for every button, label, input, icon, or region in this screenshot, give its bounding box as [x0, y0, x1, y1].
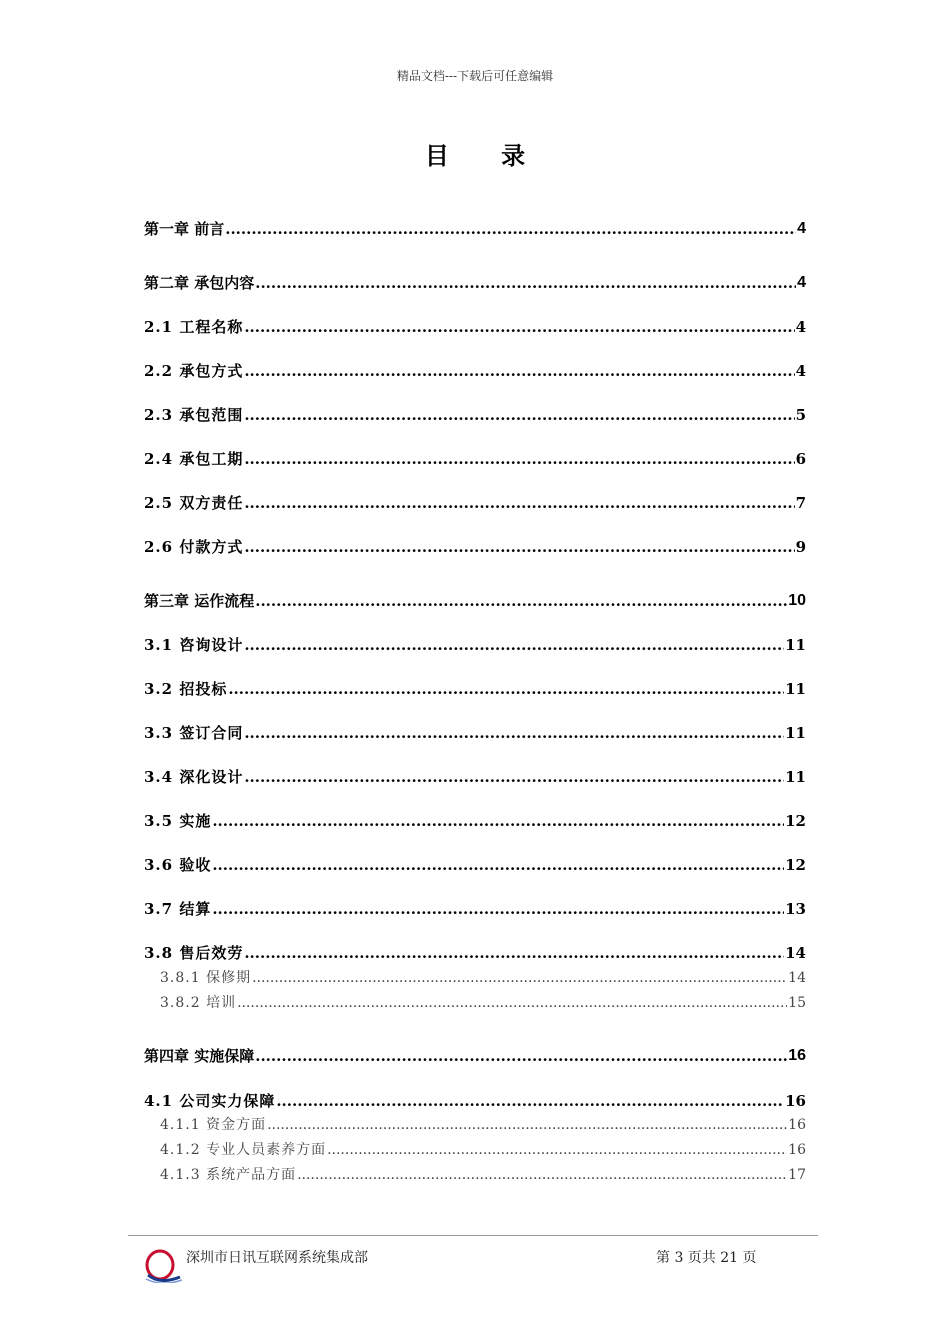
- toc-entry-label: 3.1 咨询设计: [144, 636, 244, 654]
- footer-page-number: 第 3 页共 21 页: [656, 1250, 757, 1266]
- toc-entry-2-4[interactable]: [144, 449, 806, 469]
- toc-entry-3-1[interactable]: [144, 635, 806, 655]
- toc-leader-dots: [244, 943, 784, 963]
- toc-entry-page: 13: [785, 900, 806, 918]
- toc-entry-label: 3.7 结算: [144, 900, 212, 918]
- toc-leader-dots: [244, 493, 794, 513]
- toc-leader-dots: [297, 1165, 787, 1185]
- toc-entry-label: 3.4 深化设计: [144, 768, 244, 786]
- toc-entry-2-5[interactable]: [144, 493, 806, 513]
- toc-leader-dots: [212, 899, 784, 919]
- toc-entry-label: 3.2 招投标: [144, 680, 228, 698]
- toc-entry-label: 第二章 承包内容: [144, 274, 255, 292]
- toc-entry-page: 7: [795, 494, 806, 512]
- toc-entry-label: 2.3 承包范围: [144, 406, 244, 424]
- toc-entry-3-8-1[interactable]: [160, 968, 806, 988]
- toc-entry-page: 16: [788, 1142, 806, 1158]
- toc-entry-chapter-1[interactable]: [144, 219, 806, 239]
- toc-entry-chapter-3[interactable]: [144, 591, 806, 611]
- toc-entry-4-1-1[interactable]: [160, 1115, 806, 1135]
- toc-entry-page: 14: [788, 970, 806, 986]
- toc-entry-label: 2.5 双方责任: [144, 494, 244, 512]
- toc-leader-dots: [244, 723, 784, 743]
- toc-entry-label: 第三章 运作流程: [144, 592, 255, 610]
- toc-leader-dots: [212, 811, 784, 831]
- toc-entry-label: 4.1.3 系统产品方面: [160, 1167, 297, 1183]
- toc-leader-dots: [255, 273, 796, 293]
- toc-entry-chapter-2[interactable]: [144, 273, 806, 293]
- toc-leader-dots: [255, 1046, 787, 1066]
- toc-leader-dots: [244, 449, 794, 469]
- toc-entry-3-6[interactable]: [144, 855, 806, 875]
- toc-entry-label: 3.8.1 保修期: [160, 970, 252, 986]
- toc-entry-label: 2.4 承包工期: [144, 450, 244, 468]
- toc-entry-label: 4.1 公司实力保障: [144, 1092, 276, 1110]
- company-logo: [140, 1245, 184, 1283]
- header-note: 精品文档---下载后可任意编辑: [396, 69, 554, 83]
- toc-entry-page: 11: [785, 680, 806, 698]
- toc-entry-4-1-2[interactable]: [160, 1140, 806, 1160]
- toc-leader-dots: [244, 317, 794, 337]
- toc-entry-page: 4: [795, 362, 806, 380]
- toc-entry-label: 4.1.2 专业人员素养方面: [160, 1142, 327, 1158]
- toc-entry-page: 6: [795, 450, 806, 468]
- toc-entry-label: 第四章 实施保障: [144, 1047, 255, 1065]
- toc-entry-page: 10: [788, 592, 806, 609]
- toc-entry-label: 2.2 承包方式: [144, 362, 244, 380]
- toc-entry-2-2[interactable]: [144, 361, 806, 381]
- toc-entry-page: 12: [785, 856, 806, 874]
- toc-leader-dots: [244, 405, 794, 425]
- toc-entry-label: 3.3 签订合同: [144, 724, 244, 742]
- toc-entry-3-2[interactable]: [144, 679, 806, 699]
- toc-entry-page: 12: [785, 812, 806, 830]
- toc-entry-page: 16: [788, 1047, 806, 1064]
- toc-entry-3-3[interactable]: [144, 723, 806, 743]
- toc-leader-dots: [252, 968, 787, 988]
- toc-entry-4-1-3[interactable]: [160, 1165, 806, 1185]
- toc-entry-page: 11: [785, 768, 806, 786]
- toc-entry-label: 3.5 实施: [144, 812, 212, 830]
- toc-leader-dots: [212, 855, 784, 875]
- toc-entry-label: 3.6 验收: [144, 856, 212, 874]
- toc-entry-page: 16: [788, 1117, 806, 1133]
- toc-entry-3-7[interactable]: [144, 899, 806, 919]
- toc-entry-label: 2.6 付款方式: [144, 538, 244, 556]
- toc-entry-page: 14: [785, 944, 806, 962]
- toc-entry-chapter-4[interactable]: [144, 1046, 806, 1066]
- toc-entry-page: 11: [785, 636, 806, 654]
- toc-entry-page: 4: [797, 274, 806, 291]
- toc-leader-dots: [255, 591, 787, 611]
- toc-title: 目 录: [424, 141, 548, 170]
- toc-entry-page: 9: [795, 538, 806, 556]
- toc-leader-dots: [225, 219, 796, 239]
- toc-leader-dots: [244, 767, 784, 787]
- toc-entry-page: 11: [785, 724, 806, 742]
- footer-divider: [128, 1235, 818, 1236]
- toc-leader-dots: [276, 1091, 784, 1111]
- toc-entry-label: 第一章 前言: [144, 220, 225, 238]
- toc-entry-page: 17: [788, 1167, 806, 1183]
- toc-entry-page: 16: [785, 1092, 806, 1110]
- toc-leader-dots: [267, 1115, 787, 1135]
- toc-entry-page: 4: [797, 220, 806, 237]
- toc-entry-3-8-2[interactable]: [160, 993, 806, 1013]
- toc-leader-dots: [244, 361, 794, 381]
- toc-entry-4-1[interactable]: [144, 1091, 806, 1111]
- toc-leader-dots: [327, 1140, 787, 1160]
- toc-leader-dots: [237, 993, 787, 1013]
- toc-entry-3-5[interactable]: [144, 811, 806, 831]
- toc-leader-dots: [228, 679, 784, 699]
- toc-entry-label: 4.1.1 资金方面: [160, 1117, 267, 1133]
- toc-entry-2-1[interactable]: [144, 317, 806, 337]
- toc-entry-page: 4: [795, 318, 806, 336]
- toc-entry-2-3[interactable]: [144, 405, 806, 425]
- toc-entry-label: 2.1 工程名称: [144, 318, 244, 336]
- toc-entry-label: 3.8.2 培训: [160, 995, 237, 1011]
- toc-entry-3-8[interactable]: [144, 943, 806, 963]
- toc-entry-page: 15: [788, 995, 806, 1011]
- toc-entry-2-6[interactable]: [144, 537, 806, 557]
- toc-leader-dots: [244, 635, 784, 655]
- toc-entry-3-4[interactable]: [144, 767, 806, 787]
- toc-entry-label: 3.8 售后效劳: [144, 944, 244, 962]
- toc-leader-dots: [244, 537, 794, 557]
- footer-company-name: 深圳市日讯互联网系统集成部: [186, 1250, 368, 1266]
- toc-entry-page: 5: [795, 406, 806, 424]
